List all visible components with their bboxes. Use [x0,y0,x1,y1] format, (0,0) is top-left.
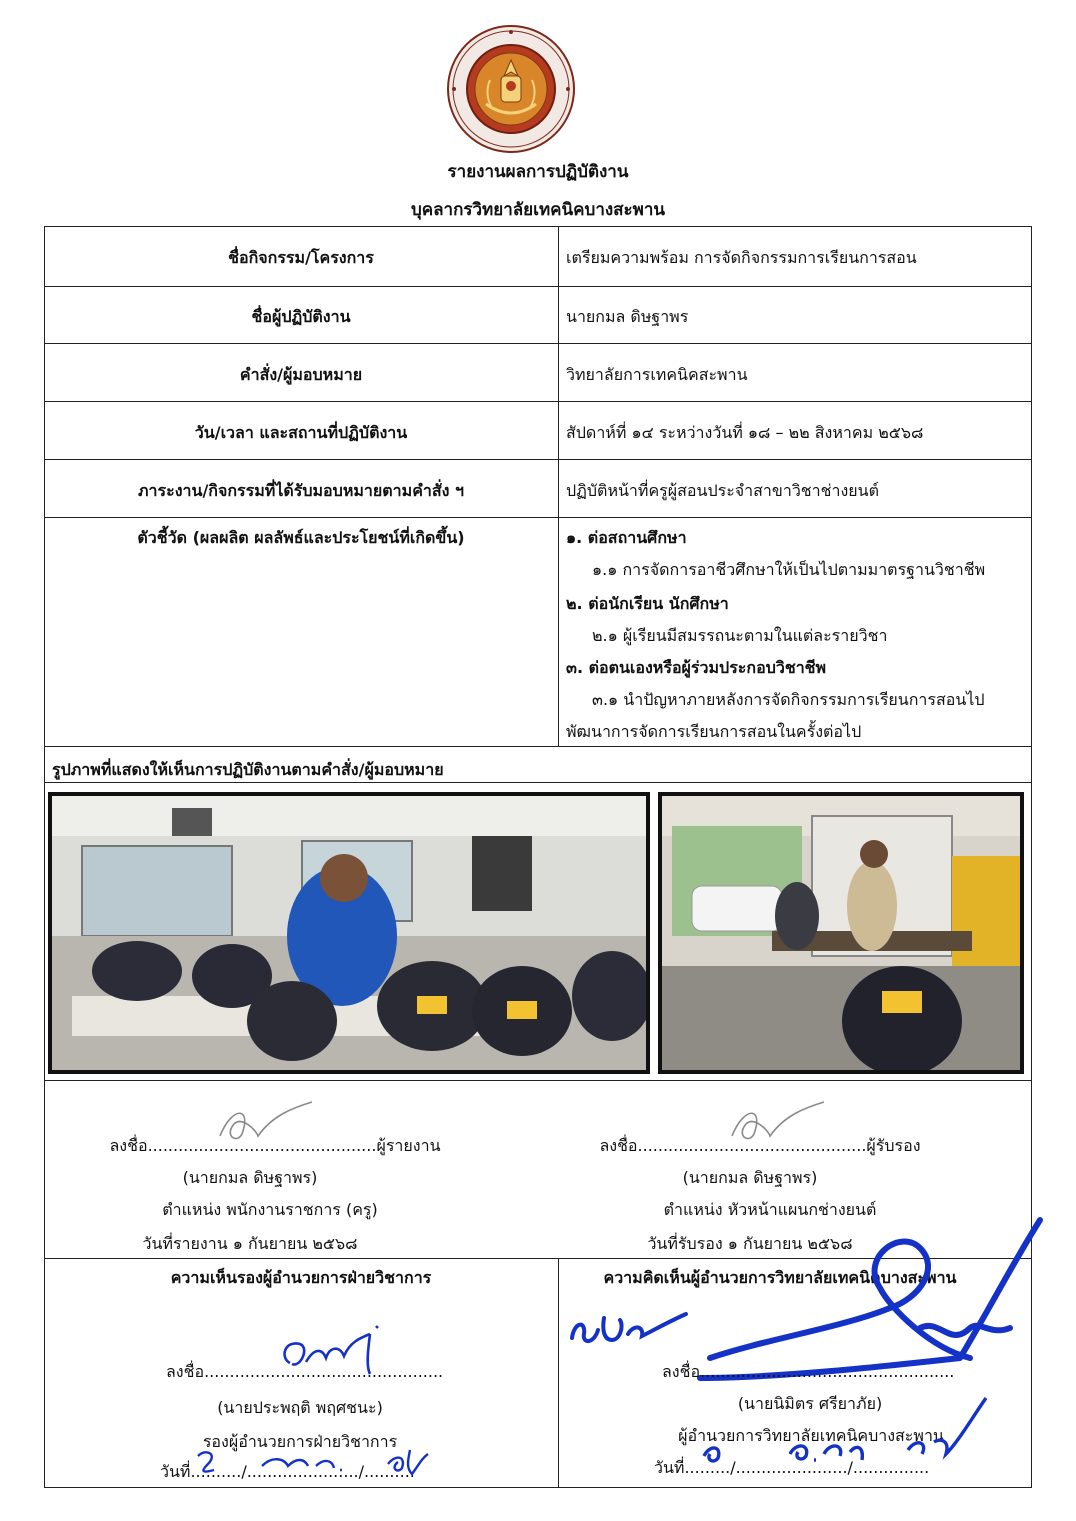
reporter-name: (นายกมล ดิษฐาพร) [182,1168,318,1187]
certifier-sign-line: ลงชื่อ.............................................ผู้รับรอง [599,1136,921,1155]
column-divider [558,1258,559,1488]
row-divider [44,286,1032,287]
report-title: รายงานผลการปฏิบัติงาน [447,162,629,182]
activity-value: เตรียมความพร้อม การจัดกิจกรรมการเรียนการสอน [566,248,917,267]
deputy-position: รองผู้อำนวยการฝ่ายวิชาการ [202,1432,398,1451]
row-divider [44,459,1032,460]
task-value: ปฏิบัติหน้าที่ครูผู้สอนประจำสาขาวิชาช่างยนต์ [566,481,880,500]
director-comment [572,1312,582,1337]
performer-value: นายกมล ดิษฐาพร [566,307,689,326]
indicator-heading-2: ๒. ต่อนักเรียน นักศึกษา [566,594,729,613]
photos-heading: รูปภาพที่แสดงให้เห็นการปฏิบัติงานตามคำสั่ง/ผู้มอบหมาย [52,760,444,779]
row-divider [44,1258,1032,1259]
director-sign-line: ลงชื่อ.................................................. [662,1362,955,1381]
task-label: ภาระงาน/กิจกรรมที่ได้รับมอบหมายตามคำสั่ง ฯ [137,481,465,500]
datetime-label: วัน/เวลา และสถานที่ปฏิบัติงาน [194,423,408,442]
college-emblem-icon [446,24,576,154]
deputy-heading: ความเห็นรองผู้อำนวยการฝ่ายวิชาการ [170,1268,432,1287]
row-divider [44,343,1032,344]
certifier-name: (นายกมล ดิษฐาพร) [682,1168,818,1187]
indicator-heading-1: ๑. ต่อสถานศึกษา [566,528,687,547]
indicator-heading-3: ๓. ต่อตนเองหรือผู้ร่วมประกอบวิชาชีพ [566,658,827,677]
activity-label: ชื่อกิจกรรม/โครงการ [228,248,374,267]
indicator-item-3-1: ๓.๑ นำปัญหาภายหลังการจัดกิจกรรมการเรียนการสอนไป [592,690,985,709]
indicator-item-1-1: ๑.๑ การจัดการอาชีวศึกษาให้เป็นไปตามมาตรฐานวิชาชีพ [592,560,986,579]
director-name: (นายนิมิตร ศรียาภัย) [737,1394,883,1413]
indicator-item-3-1-continued: พัฒนาการจัดการเรียนการสอนในครั้งต่อไป [566,722,862,741]
row-divider [44,1080,1032,1081]
row-divider [44,401,1032,402]
certifier-position: ตำแหน่ง หัวหน้าแผนกช่างยนต์ [663,1200,877,1219]
assigner-value: วิทยาลัยการเทคนิคสะพาน [566,365,748,384]
row-divider [44,517,1032,518]
performer-label: ชื่อผู้ปฏิบัติงาน [251,307,351,326]
deputy-date-line: วันที่........../....................../.......... [160,1462,415,1481]
assigner-label: คำสั่ง/ผู้มอบหมาย [239,365,363,384]
indicator-item-2-1: ๒.๑ ผู้เรียนมีสมรรถนะตามในแต่ละรายวิชา [592,626,888,645]
director-date-line: วันที่........./....................../............... [654,1458,930,1477]
row-divider [44,746,1032,747]
datetime-value: สัปดาห์ที่ ๑๔ ระหว่างวันที่ ๑๘ – ๒๒ สิงหาคม ๒๕๖๘ [566,423,924,442]
report-subtitle: บุคลากรวิทยาลัยเทคนิคบางสะพาน [410,200,666,220]
director-heading: ความคิดเห็นผู้อำนวยการวิทยาลัยเทคนิคบางสะพาน [603,1268,957,1287]
reporter-sign-line: ลงชื่อ.............................................ผู้รายงาน [109,1136,441,1155]
deputy-sign-line: ลงชื่อ............................................... [166,1362,444,1381]
reporter-position: ตำแหน่ง พนักงานราชการ (ครู) [162,1200,378,1219]
certifier-date: วันที่รับรอง ๑ กันยายน ๒๕๖๘ [647,1234,853,1253]
column-divider [558,226,559,746]
reporter-date: วันที่รายงาน ๑ กันยายน ๒๕๖๘ [142,1234,358,1253]
deputy-name: (นายประพฤติ พฤศชนะ) [217,1398,383,1417]
classroom-photo [48,792,650,1074]
workshop-photo [658,792,1024,1074]
indicators-label: ตัวชี้วัด (ผลผลิต ผลลัพธ์และประโยชน์ที่เกิดขึ้น) [137,528,465,547]
director-position: ผู้อำนวยการวิทยาลัยเทคนิคบางสะพาน [678,1426,944,1445]
